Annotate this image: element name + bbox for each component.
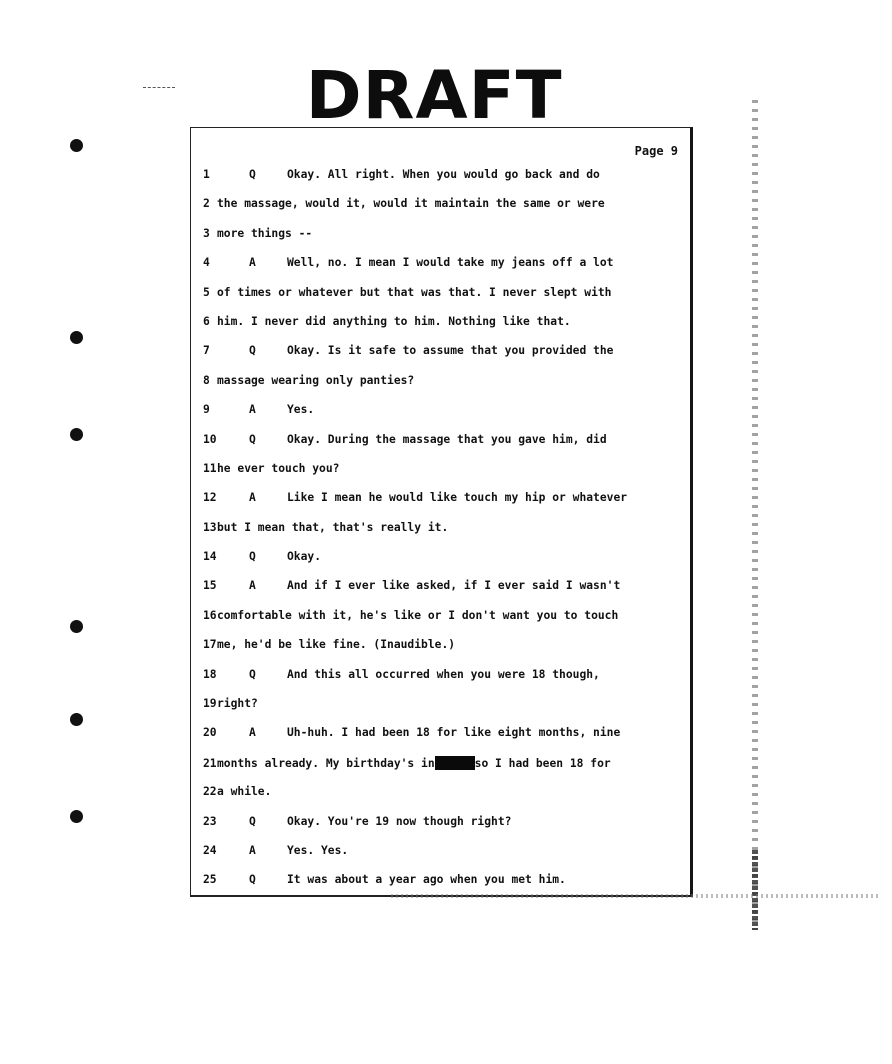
- speaker-label: A: [249, 491, 256, 505]
- transcript-line: [203, 227, 683, 256]
- binder-hole: [70, 713, 83, 726]
- speaker-label: Q: [249, 667, 256, 681]
- line-number: 1: [203, 168, 210, 181]
- line-number: 25: [203, 873, 217, 887]
- transcript-line: [203, 638, 683, 667]
- line-number: 16: [203, 608, 217, 622]
- transcript-line: [203, 697, 683, 726]
- line-number: 19: [203, 697, 217, 711]
- line-number: 5: [203, 285, 210, 299]
- binder-hole: [70, 810, 83, 823]
- speaker-label: Q: [249, 873, 256, 887]
- line-text: right?: [217, 697, 258, 711]
- line-number: 2: [203, 197, 210, 211]
- line-text: of times or whatever but that was that. I never slept with: [217, 285, 612, 299]
- binder-hole: [70, 139, 83, 152]
- transcript-page: [190, 127, 693, 897]
- line-text: him. I never did anything to him. Nothing like that.: [217, 314, 571, 328]
- line-number: 13: [203, 520, 217, 534]
- scan-smudge: [391, 894, 881, 898]
- line-text: Okay. Is it safe to assume that you provided the: [287, 344, 614, 358]
- line-number: 21: [203, 756, 217, 770]
- line-text: Like I mean he would like touch my hip or whatever: [287, 491, 628, 505]
- line-text: Okay. You're 19 now though right?: [287, 814, 512, 828]
- line-number: 9: [203, 403, 210, 417]
- line-number: 20: [203, 726, 217, 740]
- line-number: 6: [203, 314, 210, 328]
- transcript-line: [203, 286, 683, 315]
- page-number: Page 9: [634, 144, 678, 158]
- transcript-line: [203, 609, 683, 638]
- line-number: 8: [203, 373, 210, 387]
- line-number: 7: [203, 344, 210, 358]
- transcript-line: [203, 873, 683, 902]
- scan-edge-artifact: [752, 100, 758, 930]
- transcript-line: [203, 344, 683, 373]
- speaker-label: A: [249, 403, 256, 417]
- line-number: 23: [203, 814, 217, 828]
- transcript-line: [203, 315, 683, 344]
- line-text-after-redaction: so I had been 18 for: [474, 756, 611, 770]
- line-number: 22: [203, 785, 217, 799]
- line-text: more things --: [217, 226, 313, 240]
- binder-hole: [70, 331, 83, 344]
- line-number: 10: [203, 432, 217, 446]
- line-text: comfortable with it, he's like or I don't want you to touch: [217, 608, 619, 622]
- line-text: months already. My birthday's in: [217, 756, 435, 770]
- transcript-line: [203, 756, 683, 785]
- speaker-label: A: [249, 256, 256, 270]
- line-text: massage wearing only panties?: [217, 373, 415, 387]
- line-text: Yes. Yes.: [287, 843, 349, 857]
- transcript-line: [203, 433, 683, 462]
- line-number: 12: [203, 491, 217, 505]
- line-text: he ever touch you?: [217, 461, 340, 475]
- line-number: 24: [203, 843, 217, 857]
- redaction-block: [435, 756, 475, 770]
- line-number: 18: [203, 667, 217, 681]
- binder-hole: [70, 620, 83, 633]
- speaker-label: Q: [249, 432, 256, 446]
- line-text: me, he'd be like fine. (Inaudible.): [217, 638, 456, 652]
- line-number: 4: [203, 256, 210, 270]
- speaker-label: Q: [249, 550, 256, 564]
- line-text: Well, no. I mean I would take my jeans off a lot: [287, 256, 614, 270]
- transcript-line: [203, 403, 683, 432]
- speaker-label: A: [249, 579, 256, 593]
- transcript-line: [203, 785, 683, 814]
- line-number: 14: [203, 550, 217, 564]
- scan-edge-artifact: [752, 850, 758, 930]
- transcript-line: [203, 668, 683, 697]
- draft-stamp: DRAFT: [305, 57, 563, 134]
- transcript-line: [203, 491, 683, 520]
- transcript-line: [203, 550, 683, 579]
- transcript-line: [203, 844, 683, 873]
- line-text: Okay. All right. When you would go back and do: [287, 168, 600, 181]
- speaker-label: A: [249, 726, 256, 740]
- transcript-line: [203, 197, 683, 226]
- transcript-line: [203, 462, 683, 491]
- transcript-line: [203, 168, 683, 197]
- speaker-label: Q: [249, 168, 256, 181]
- line-number: 11: [203, 461, 217, 475]
- speaker-label: Q: [249, 344, 256, 358]
- line-text: Okay.: [287, 550, 322, 564]
- line-text: And this all occurred when you were 18 though,: [287, 667, 600, 681]
- line-text: a while.: [217, 785, 272, 799]
- line-text: And if I ever like asked, if I ever said I wasn't: [287, 579, 621, 593]
- line-text: Okay. During the massage that you gave him, did: [287, 432, 607, 446]
- binder-hole: [70, 428, 83, 441]
- line-number: 17: [203, 638, 217, 652]
- line-number: 3: [203, 226, 210, 240]
- margin-dash-mark: [143, 87, 175, 88]
- speaker-label: Q: [249, 814, 256, 828]
- transcript-line: [203, 521, 683, 550]
- transcript-line: [203, 815, 683, 844]
- transcript-line: [203, 579, 683, 608]
- line-number: 15: [203, 579, 217, 593]
- transcript-lines: [203, 168, 683, 903]
- transcript-line: [203, 256, 683, 285]
- line-text: Uh-huh. I had been 18 for like eight months, nine: [287, 726, 621, 740]
- line-text: but I mean that, that's really it.: [217, 520, 449, 534]
- line-text: Yes.: [287, 403, 315, 417]
- speaker-label: A: [249, 843, 256, 857]
- transcript-line: [203, 726, 683, 755]
- transcript-line: [203, 374, 683, 403]
- line-text: the massage, would it, would it maintain the same or were: [217, 197, 605, 211]
- line-text: It was about a year ago when you met him.: [287, 873, 566, 887]
